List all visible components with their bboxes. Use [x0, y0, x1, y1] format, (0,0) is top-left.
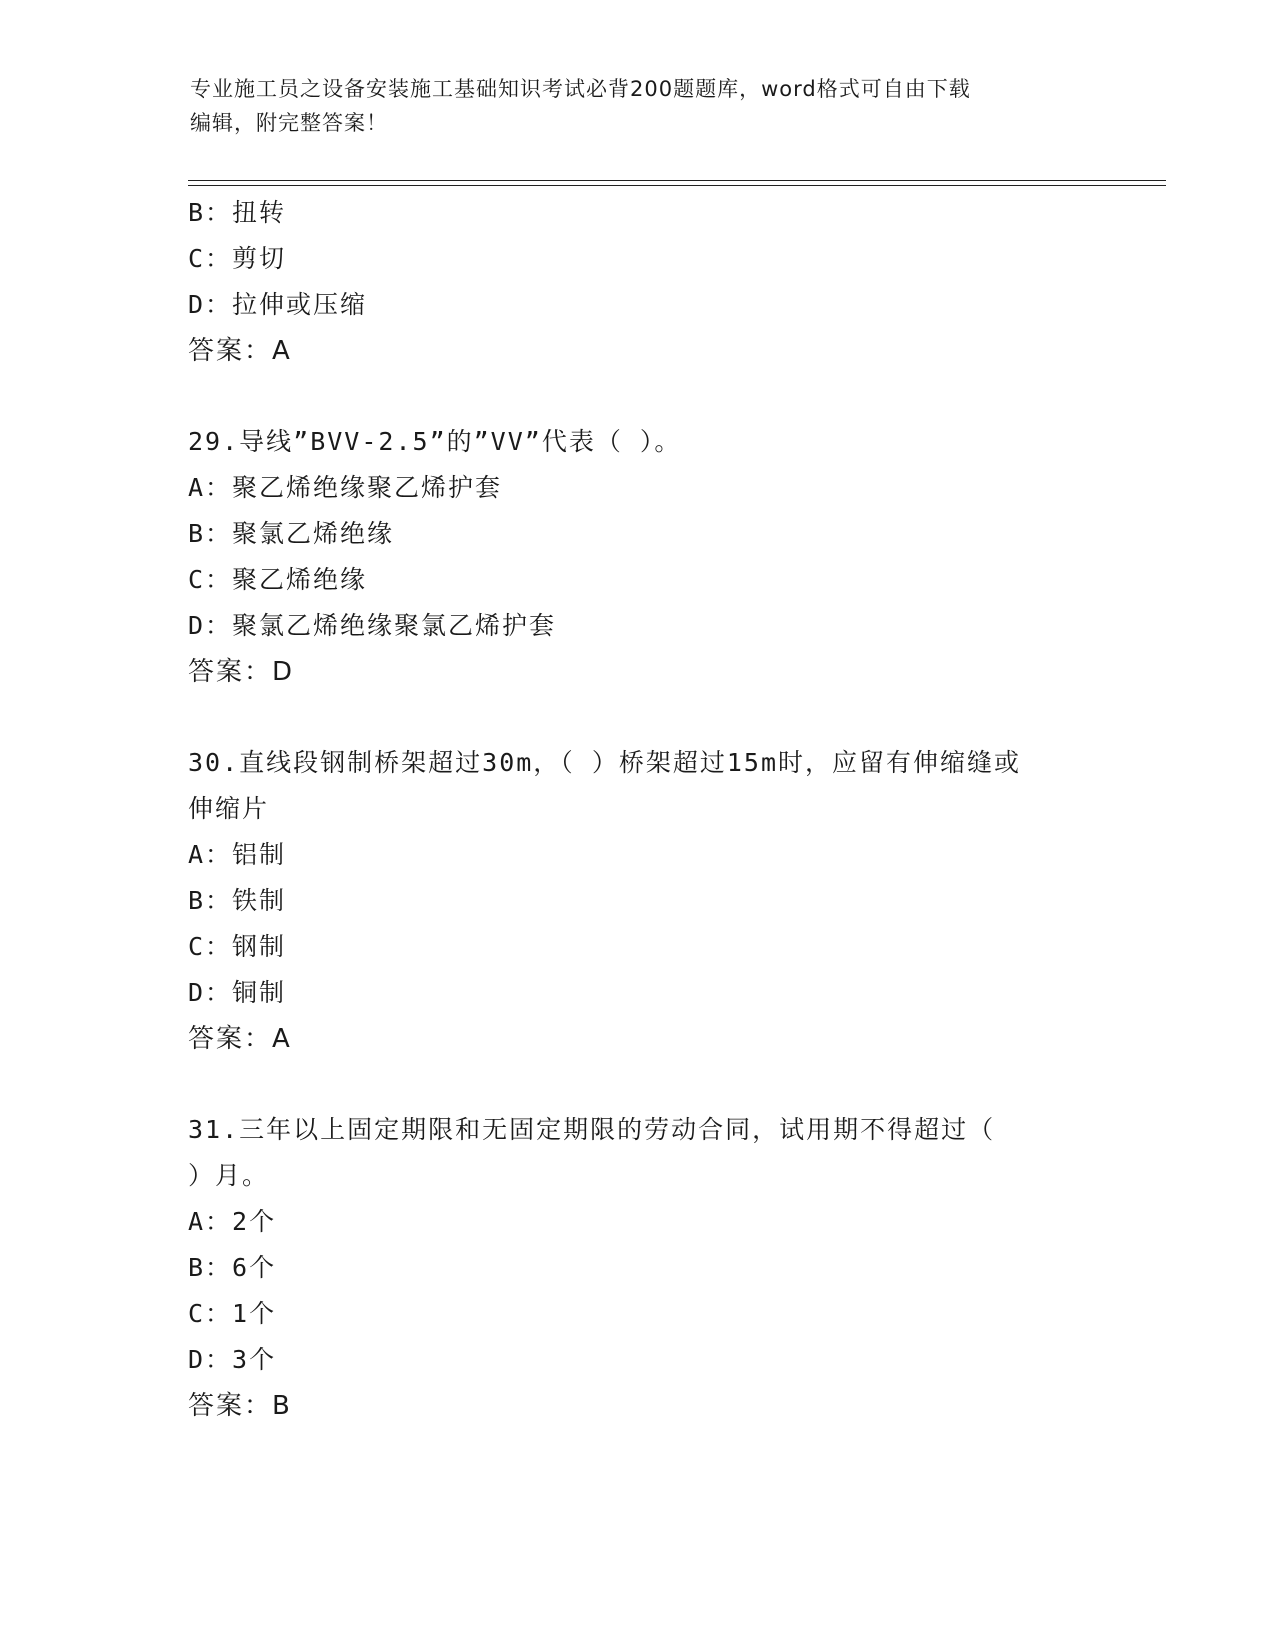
- option-b: B：聚氯乙烯绝缘: [188, 519, 395, 548]
- header-line-2: 编辑，附完整答案！: [190, 111, 388, 135]
- question-29: [188, 419, 1088, 695]
- option-d: D：3个: [188, 1345, 277, 1374]
- option-c: C：钢制: [188, 932, 287, 961]
- question-28-tail: [188, 190, 1088, 374]
- answer-line: 答案：A: [188, 1024, 292, 1054]
- question-text-continued: 伸缩片: [188, 794, 270, 823]
- option-d: D：铜制: [188, 978, 287, 1007]
- question-text: 30.直线段钢制桥架超过30m，（ ）桥架超过15m时，应留有伸缩缝或: [188, 748, 1022, 777]
- option-c: C：剪切: [188, 244, 287, 273]
- option-b: B：6个: [188, 1253, 277, 1282]
- header-divider-bottom: [188, 185, 1166, 186]
- question-30: [188, 740, 1088, 1062]
- option-a: A：聚乙烯绝缘聚乙烯护套: [188, 473, 503, 502]
- question-31: [188, 1107, 1088, 1429]
- option-b: B：扭转: [188, 198, 287, 227]
- header-divider-top: [188, 180, 1166, 181]
- answer-line: 答案：D: [188, 657, 295, 687]
- option-a: A：2个: [188, 1207, 277, 1236]
- document-header: [190, 72, 1090, 140]
- question-text-continued: ）月。: [188, 1161, 270, 1190]
- header-line-1: 专业施工员之设备安装施工基础知识考试必背200题题库，word格式可自由下载: [190, 77, 971, 101]
- question-text: 29.导线”BVV-2.5”的”VV”代表（ ）。: [188, 427, 682, 456]
- answer-line: 答案：A: [188, 336, 292, 366]
- question-text: 31.三年以上固定期限和无固定期限的劳动合同，试用期不得超过（: [188, 1115, 996, 1144]
- answer-line: 答案：B: [188, 1391, 292, 1421]
- option-c: C：1个: [188, 1299, 277, 1328]
- option-b: B：铁制: [188, 886, 287, 915]
- option-a: A：铝制: [188, 840, 287, 869]
- option-c: C：聚乙烯绝缘: [188, 565, 368, 594]
- option-d: D：聚氯乙烯绝缘聚氯乙烯护套: [188, 611, 557, 640]
- question-list: [188, 190, 1088, 1429]
- option-d: D：拉伸或压缩: [188, 290, 368, 319]
